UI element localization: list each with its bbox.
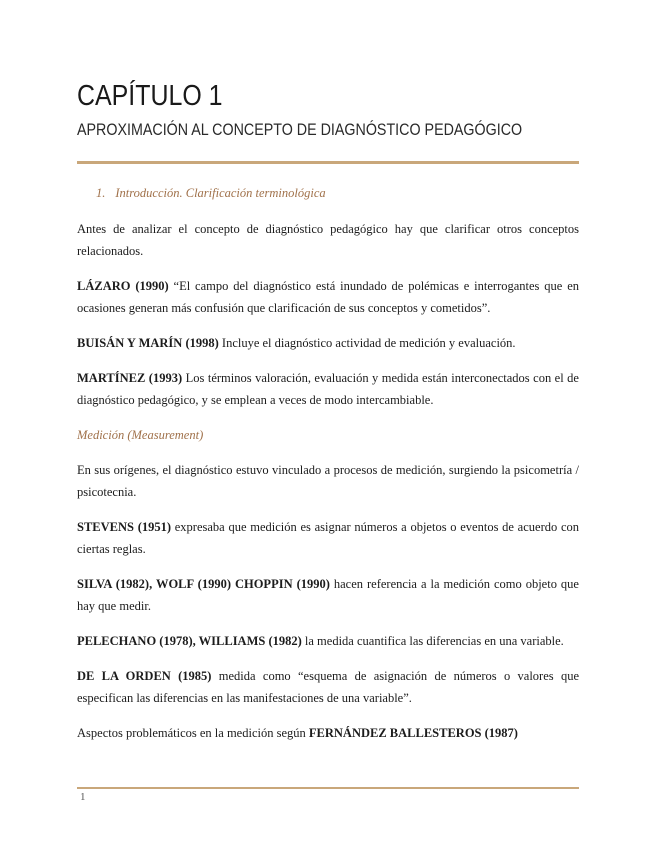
- paragraph-stevens: [77, 516, 579, 560]
- citation-author: DE LA ORDEN (1985): [77, 669, 212, 683]
- citation-text: la medida cuantifica las diferencias en una variable.: [301, 634, 564, 648]
- citation-text: Incluye el diagnóstico actividad de medición y evaluación.: [218, 336, 516, 350]
- paragraph-delaorden: [77, 665, 579, 709]
- page-number: 1: [80, 791, 86, 803]
- paragraph-aspectos: [77, 722, 579, 744]
- document-body: [77, 218, 579, 757]
- chapter-subtitle: APROXIMACIÓN AL CONCEPTO DE DIAGNÓSTICO PEDAGÓGICO: [77, 120, 523, 139]
- citation-author: SILVA (1982), WOLF (1990) CHOPPIN (1990): [77, 577, 330, 591]
- paragraph-pelechano: [77, 630, 579, 652]
- subsection-heading: Medición (Measurement): [77, 428, 204, 442]
- paragraph-text: Aspectos problemáticos en la medición según: [77, 726, 309, 740]
- paragraph-origenes: En sus orígenes, el diagnóstico estuvo vinculado a procesos de medición, surgiendo la psicometría / psicotecnia.: [77, 463, 579, 499]
- citation-author: FERNÁNDEZ BALLESTEROS (1987): [308, 726, 518, 740]
- citation-text: medida como “esquema de asignación de números o valores que especifican las diferencias en las manifestaciones de una variable”.: [77, 669, 579, 705]
- citation-author: MARTÍNEZ (1993): [77, 371, 183, 385]
- paragraph-intro: Antes de analizar el concepto de diagnóstico pedagógico hay que clarificar otros conceptos relacionados.: [77, 222, 579, 258]
- section-heading: [96, 186, 326, 201]
- citation-author: LÁZARO (1990): [77, 279, 169, 293]
- footer-divider: [77, 787, 579, 789]
- section-number: 1.: [96, 186, 106, 200]
- citation-text: expresaba que medición es asignar números a objetos o eventos de acuerdo con ciertas reglas.: [77, 520, 580, 556]
- citation-author: STEVENS (1951): [77, 520, 172, 534]
- citation-text: hacen referencia a la medición como objeto que hay que medir.: [77, 577, 579, 613]
- citation-author: BUISÁN Y MARÍN (1998): [77, 336, 219, 350]
- paragraph-lazaro: [77, 275, 579, 319]
- citation-author: PELECHANO (1978), WILLIAMS (1982): [77, 634, 302, 648]
- paragraph-martinez: [77, 367, 579, 411]
- header-divider: [77, 161, 579, 164]
- citation-text: Los términos valoración, evaluación y medida están interconectados con el de diagnóstico pedagógico, y se emplean a veces de modo intercambiable.: [77, 371, 579, 407]
- section-title: Introducción. Clarificación terminológica: [115, 186, 326, 200]
- paragraph-buisan: [77, 332, 579, 354]
- paragraph-silva: [77, 573, 579, 617]
- chapter-title: CAPÍTULO 1: [77, 80, 223, 112]
- citation-text: “El campo del diagnóstico está inundado de polémicas e interrogantes que en ocasiones generan más confusión que clarificación de sus conceptos y cometidos”.: [77, 279, 579, 315]
